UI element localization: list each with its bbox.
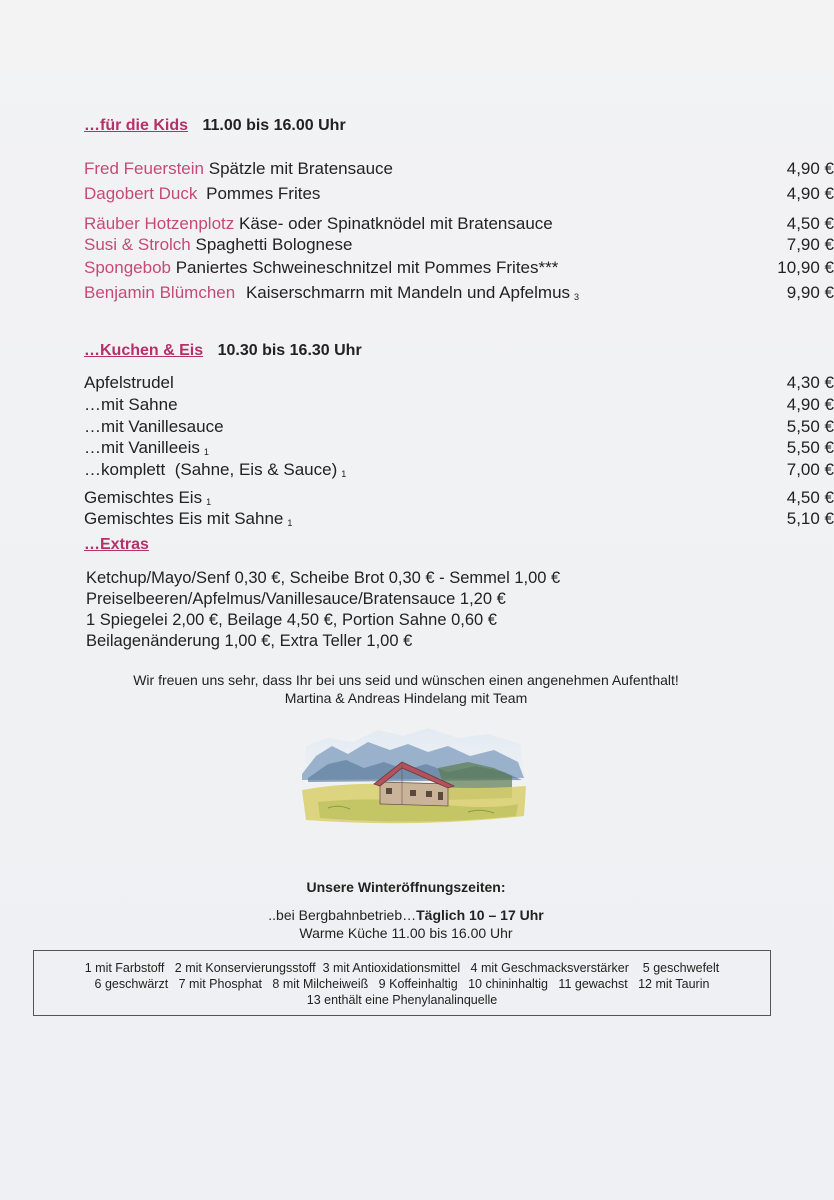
dish-character-name: Spongebob <box>84 258 171 277</box>
allergen-footnote: 1 <box>203 447 209 457</box>
dish-character-name: Susi & Strolch <box>84 235 191 254</box>
menu-item <box>84 394 834 416</box>
dish-price: 7,90 € <box>786 235 834 254</box>
dish-price: 5,50 € <box>786 438 834 457</box>
allergen-legend <box>33 950 771 1016</box>
dish-description: …mit Sahne <box>84 395 178 414</box>
extras-section-title: …Extras <box>84 536 149 553</box>
menu-item <box>84 508 834 534</box>
thanks-line: Wir freuen uns sehr, dass Ihr bei uns seid und wünschen einen angenehmen Aufenthalt! <box>133 672 679 688</box>
extras-list <box>86 568 560 652</box>
menu-item <box>84 158 834 180</box>
warm-kitchen-hours: Warme Küche 11.00 bis 16.00 Uhr <box>299 925 513 941</box>
dish-price: 4,50 € <box>786 488 834 507</box>
extras-section-header <box>84 536 159 554</box>
dish-description: Pommes Frites <box>206 184 321 203</box>
kids-section-title: …für die Kids <box>84 117 189 134</box>
menu-item <box>84 416 834 438</box>
dish-price: 5,50 € <box>786 417 834 436</box>
menu-item <box>84 213 834 235</box>
kids-section-header <box>84 117 346 135</box>
kuchen-section-hours: 10.30 bis 16.30 Uhr <box>217 342 362 359</box>
dish-description: Käse- oder Spinatknödel mit Bratensauce <box>239 214 553 233</box>
dish-description: Spaghetti Bolognese <box>195 235 353 254</box>
winter-hours-title: Unsere Winteröffnungszeiten: <box>306 879 506 895</box>
allergen-footnote: 1 <box>341 469 347 479</box>
legend-line: 13 enthält eine Phenylanalinquelle <box>306 993 498 1007</box>
menu-item <box>84 372 834 394</box>
menu-item <box>84 183 834 205</box>
extras-line: Ketchup/Mayo/Senf 0,30 €, Scheibe Brot 0,30 € - Semmel 1,00 € <box>86 569 561 587</box>
allergen-footnote: 3 <box>574 292 580 302</box>
menu-item <box>84 459 834 485</box>
allergen-footnote: 1 <box>287 518 293 528</box>
menu-item <box>84 257 834 279</box>
winter-hours-line <box>0 906 812 924</box>
dish-price: 4,90 € <box>786 184 834 203</box>
dish-description: Apfelstrudel <box>84 373 174 392</box>
dish-price: 4,30 € <box>786 373 834 392</box>
winter-hours-daily: Täglich 10 – 17 Uhr <box>416 907 544 923</box>
kuchen-section-header <box>84 342 362 360</box>
dish-description: …komplett (Sahne, Eis & Sauce) <box>84 460 338 479</box>
menu-item <box>84 282 834 308</box>
legend-line: 1 mit Farbstoff 2 mit Konservierungsstoff 3 mit Antioxidationsmittel 4 mit Geschmacksverstärker 5 geschwefelt <box>84 961 720 975</box>
dish-character-name: Fred Feuerstein <box>84 159 204 178</box>
dish-price: 4,90 € <box>786 159 834 178</box>
dish-description: …mit Vanilleeis <box>84 438 200 457</box>
dish-price: 4,90 € <box>786 395 834 414</box>
legend-line: 6 geschwärzt 7 mit Phosphat 8 mit Milcheiweiß 9 Koffeinhaltig 10 chininhaltig 11 gewachst 12 mit Taurin <box>94 977 710 991</box>
dish-description: Kaiserschmarrn mit Mandeln und Apfelmus <box>245 283 571 302</box>
extras-line: Preiselbeeren/Apfelmus/Vanillesauce/Bratensauce 1,20 € <box>86 590 506 608</box>
dish-character-name: Räuber Hotzenplotz <box>84 214 235 233</box>
menu-item <box>84 234 834 256</box>
dish-character-name: Benjamin Blümchen <box>84 283 236 302</box>
winter-hours <box>0 878 812 942</box>
dish-description: …mit Vanillesauce <box>84 417 224 436</box>
dish-price: 5,10 € <box>786 509 834 528</box>
alpine-hut-painting <box>298 716 530 826</box>
kids-section-hours: 11.00 bis 16.00 Uhr <box>202 117 346 134</box>
dish-description: Gemischtes Eis <box>84 488 203 507</box>
dish-description: Gemischtes Eis mit Sahne <box>84 509 284 528</box>
allergen-footnote: 1 <box>206 497 212 507</box>
dish-description: Paniertes Schweineschnitzel mit Pommes Frites*** <box>175 258 559 277</box>
extras-line: 1 Spiegelei 2,00 €, Beilage 4,50 €, Portion Sahne 0,60 € <box>86 611 497 629</box>
dish-description: Spätzle mit Bratensauce <box>208 159 393 178</box>
dish-price: 7,00 € <box>786 460 834 479</box>
thanks-message <box>0 671 812 707</box>
dish-price: 10,90 € <box>777 258 834 277</box>
dish-character-name: Dagobert Duck <box>84 184 198 203</box>
dish-price: 4,50 € <box>786 214 834 233</box>
winter-hours-prefix: ..bei Bergbahnbetrieb… <box>268 907 417 923</box>
owners-line: Martina & Andreas Hindelang mit Team <box>284 690 528 706</box>
dish-price: 9,90 € <box>786 283 834 302</box>
kuchen-section-title: …Kuchen & Eis <box>84 342 204 359</box>
extras-line: Beilagenänderung 1,00 €, Extra Teller 1,00 € <box>86 632 413 650</box>
